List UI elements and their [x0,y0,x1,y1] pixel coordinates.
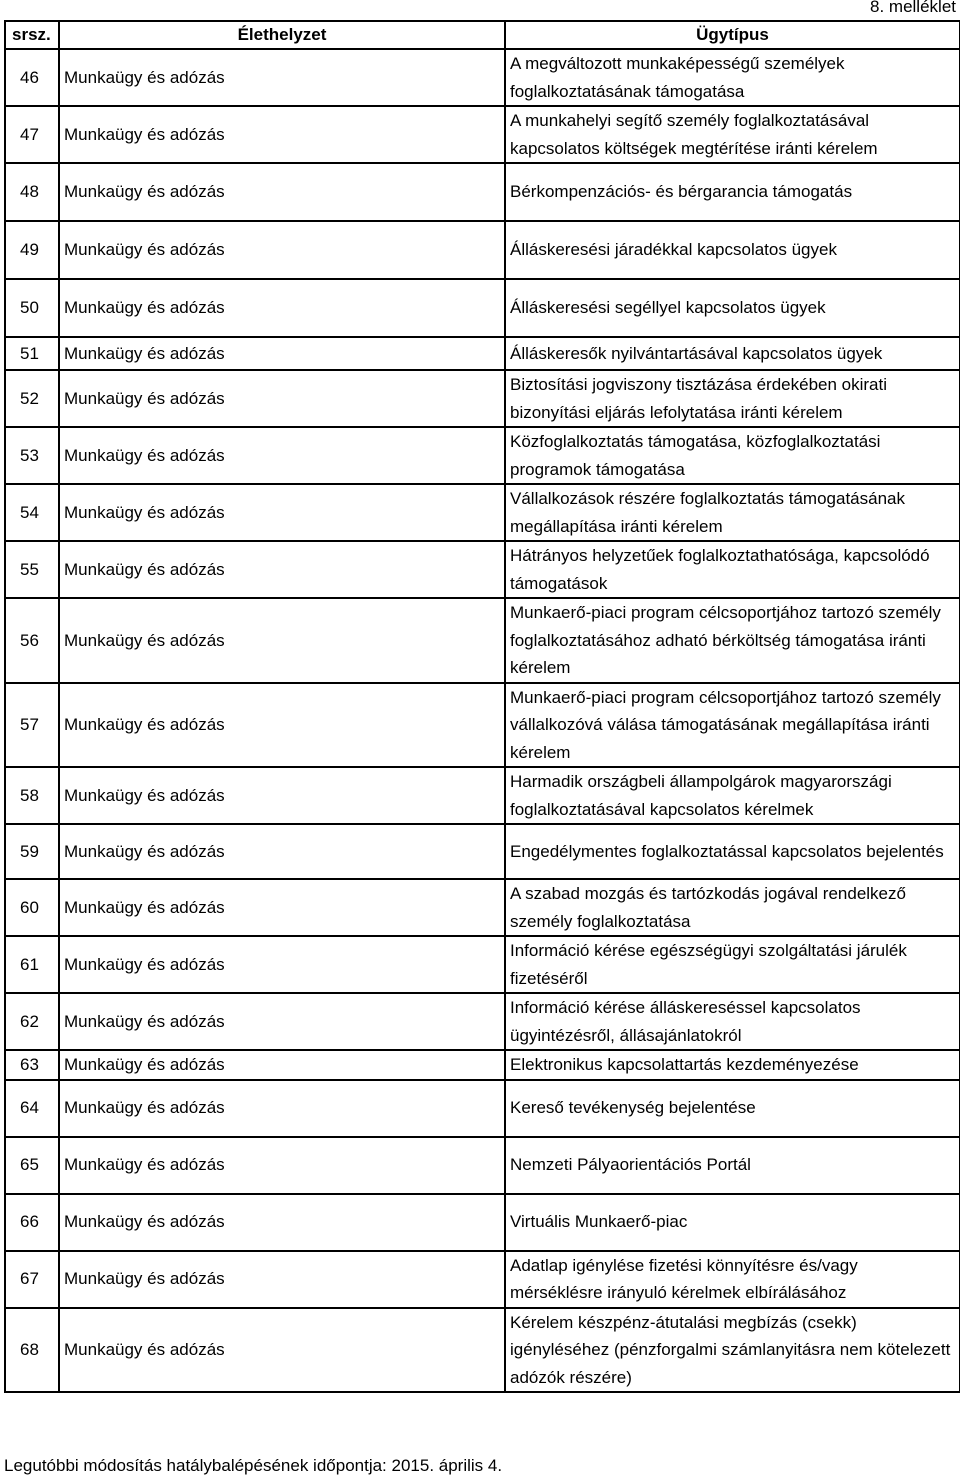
table-row [5,1050,960,1080]
row-procedure: Nemzeti Pályaorientációs Portál [505,1137,960,1194]
row-number: 57 [5,683,59,768]
row-situation: Munkaügy és adózás [59,936,505,993]
table-row [5,824,960,879]
row-number: 62 [5,993,59,1050]
row-situation: Munkaügy és adózás [59,163,505,221]
row-situation: Munkaügy és adózás [59,1050,505,1080]
row-procedure: Munkaerő-piaci program célcsoportjához tartozó személy foglalkoztatásához adható bérköltség támogatása iránti kérelem [505,598,960,683]
table-row [5,598,960,683]
table-row [5,993,960,1050]
row-situation: Munkaügy és adózás [59,427,505,484]
row-procedure: Engedélymentes foglalkoztatással kapcsolatos bejelentés [505,824,960,879]
row-procedure: Álláskeresők nyilvántartásával kapcsolatos ügyek [505,337,960,370]
header-procedure: Ügytípus [505,21,960,49]
table-row [5,163,960,221]
table-row [5,1080,960,1137]
row-procedure: Vállalkozások részére foglalkoztatás támogatásának megállapítása iránti kérelem [505,484,960,541]
row-number: 48 [5,163,59,221]
table-row [5,879,960,936]
table-row [5,1194,960,1251]
row-number: 55 [5,541,59,598]
table-body [5,49,960,1392]
row-procedure: Bérkompenzációs- és bérgarancia támogatás [505,163,960,221]
row-number: 56 [5,598,59,683]
row-situation: Munkaügy és adózás [59,337,505,370]
table-row [5,683,960,768]
row-situation: Munkaügy és adózás [59,279,505,337]
header-number: srsz. [5,21,59,49]
row-number: 66 [5,1194,59,1251]
row-procedure: Álláskeresési segéllyel kapcsolatos ügyek [505,279,960,337]
row-number: 68 [5,1308,59,1393]
row-situation: Munkaügy és adózás [59,1251,505,1308]
row-number: 50 [5,279,59,337]
table-row [5,427,960,484]
row-procedure: Biztosítási jogviszony tisztázása érdekében okirati bizonyítási eljárás lefolytatása iránti kérelem [505,370,960,427]
table-row [5,106,960,163]
row-number: 61 [5,936,59,993]
table-row [5,936,960,993]
table-row [5,484,960,541]
row-situation: Munkaügy és adózás [59,1137,505,1194]
table-row [5,767,960,824]
row-procedure: Álláskeresési járadékkal kapcsolatos ügyek [505,221,960,279]
row-number: 60 [5,879,59,936]
row-situation: Munkaügy és adózás [59,1080,505,1137]
row-situation: Munkaügy és adózás [59,541,505,598]
header-situation: Élethelyzet [59,21,505,49]
procedure-table [4,20,960,1393]
table-row [5,1251,960,1308]
row-procedure: Információ kérése álláskereséssel kapcsolatos ügyintézésről, állásajánlatokról [505,993,960,1050]
table-row [5,337,960,370]
row-number: 49 [5,221,59,279]
row-situation: Munkaügy és adózás [59,49,505,106]
row-procedure: Közfoglalkoztatás támogatása, közfoglalkoztatási programok támogatása [505,427,960,484]
table-row [5,541,960,598]
row-procedure: Adatlap igénylése fizetési könnyítésre és/vagy mérséklésre irányuló kérelmek elbírálásához [505,1251,960,1308]
row-number: 67 [5,1251,59,1308]
row-situation: Munkaügy és adózás [59,1308,505,1393]
row-procedure: Harmadik országbeli állampolgárok magyarországi foglalkoztatásával kapcsolatos kérelmek [505,767,960,824]
row-procedure: Elektronikus kapcsolattartás kezdeményezése [505,1050,960,1080]
row-situation: Munkaügy és adózás [59,993,505,1050]
table-row [5,1137,960,1194]
table-row [5,1308,960,1393]
table-row [5,279,960,337]
row-procedure: Információ kérése egészségügyi szolgáltatási járulék fizetéséről [505,936,960,993]
row-situation: Munkaügy és adózás [59,484,505,541]
row-number: 63 [5,1050,59,1080]
row-procedure: Munkaerő-piaci program célcsoportjához tartozó személy vállalkozóvá válása támogatásának megállapítása iránti kérelem [505,683,960,768]
row-procedure: A megváltozott munkaképességű személyek foglalkoztatásának támogatása [505,49,960,106]
annex-label: 8. melléklet [870,0,956,16]
row-situation: Munkaügy és adózás [59,824,505,879]
last-modified-note: Legutóbbi módosítás hatálybalépésének időpontja: 2015. április 4. [4,1456,503,1475]
row-situation: Munkaügy és adózás [59,106,505,163]
row-number: 65 [5,1137,59,1194]
row-situation: Munkaügy és adózás [59,683,505,768]
row-procedure: Kérelem készpénz-átutalási megbízás (csekk) igényléséhez (pénzforgalmi számlanyitásra nem kötelezett adózók részére) [505,1308,960,1393]
row-number: 47 [5,106,59,163]
row-procedure: A szabad mozgás és tartózkodás jogával rendelkező személy foglalkoztatása [505,879,960,936]
row-procedure: Virtuális Munkaerő-piac [505,1194,960,1251]
row-number: 59 [5,824,59,879]
row-procedure: Hátrányos helyzetűek foglalkoztathatósága, kapcsolódó támogatások [505,541,960,598]
table-row [5,49,960,106]
row-number: 53 [5,427,59,484]
row-situation: Munkaügy és adózás [59,1194,505,1251]
table-row [5,221,960,279]
row-situation: Munkaügy és adózás [59,598,505,683]
row-situation: Munkaügy és adózás [59,879,505,936]
row-situation: Munkaügy és adózás [59,767,505,824]
table-row [5,370,960,427]
row-situation: Munkaügy és adózás [59,370,505,427]
row-procedure: Kereső tevékenység bejelentése [505,1080,960,1137]
table-header-row [5,21,960,49]
row-number: 64 [5,1080,59,1137]
row-situation: Munkaügy és adózás [59,221,505,279]
row-number: 58 [5,767,59,824]
row-number: 51 [5,337,59,370]
row-number: 46 [5,49,59,106]
row-number: 52 [5,370,59,427]
row-procedure: A munkahelyi segítő személy foglalkoztatásával kapcsolatos költségek megtérítése iránti kérelem [505,106,960,163]
row-number: 54 [5,484,59,541]
